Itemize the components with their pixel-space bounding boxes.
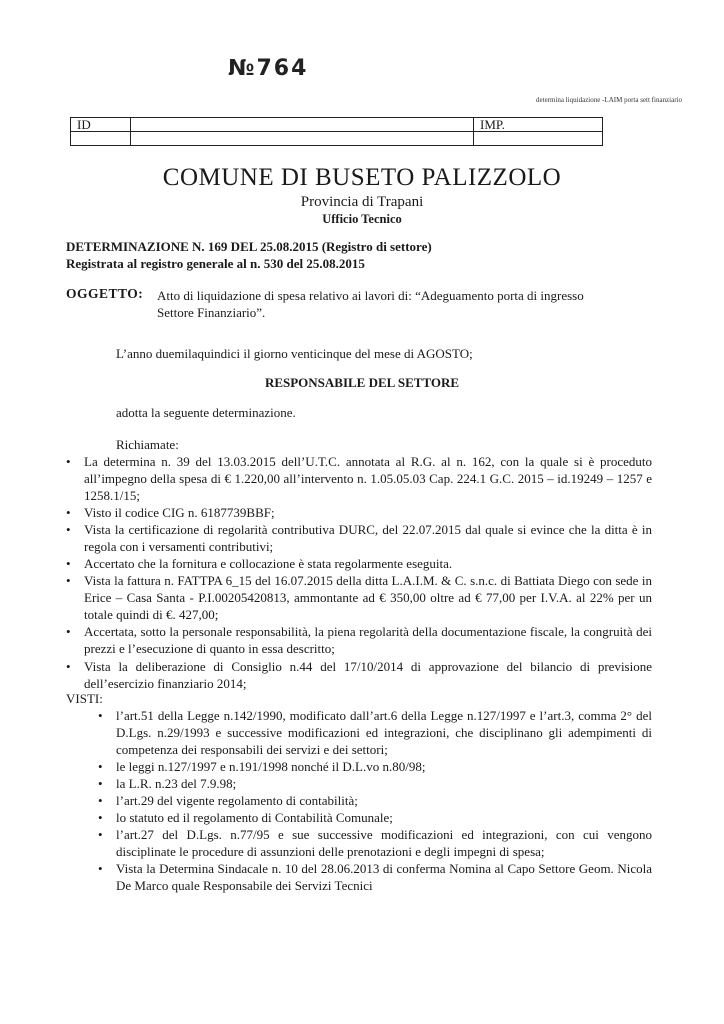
list-item: • Visto il codice CIG n. 6187739BBF;: [66, 505, 275, 520]
date-paragraph: L’anno duemilaquindici il giorno venticinque del mese di AGOSTO;: [116, 346, 473, 361]
province: Provincia di Trapani: [300, 194, 424, 210]
list-item: • Accertato che la fornitura e collocazione è stata regolarmente eseguita.: [66, 556, 453, 571]
list-item: • lo statuto ed il regolamento di Contabilità Comunale;: [98, 810, 393, 825]
recalled-label: Richiamate:: [116, 437, 179, 452]
list-item: • la L.R. n.23 del 7.9.98;: [98, 776, 237, 791]
header-note: determina liquidazione -LAIM porta sett finanziario: [536, 96, 682, 104]
list-item: • Vista la certificazione di regolarità contributiva DURC, del 22.07.2015 dal quale si evince che la ditta è in regola con i versamenti contributivi;: [66, 522, 652, 554]
id-value-cell: [131, 118, 474, 132]
list-item: • Vista la deliberazione di Consiglio n.44 del 17/10/2014 di approvazione del bilancio di previsione dell’esercizio finanziario 2014;: [66, 659, 652, 691]
list-item: • La determina n. 39 del 13.03.2015 dell’U.T.C. annotata al R.G. al n. 162, con la quale si è proceduto all’impegno della spesa di € 1.220,00 all’intervento n. 1.05.05.03 Cap. 224.1 G.C. 2015 – id.19249 – 1257 e 1258.1/15;: [66, 454, 652, 503]
document-title: COMUNE DI BUSETO PALIZZOLO: [162, 164, 562, 191]
bullet-icon: •: [66, 505, 71, 520]
bullet-icon: •: [66, 556, 71, 571]
bullet-icon: •: [98, 759, 103, 774]
subject-label: OGGETTO:: [66, 286, 144, 301]
determination-number: DETERMINAZIONE N. 169 DEL 25.08.2015 (Registro di settore): [66, 239, 432, 254]
subject-text: Atto di liquidazione di spesa relativo ai lavori di: “Adeguamento porta di ingresso Settore Finanziario”.: [157, 288, 584, 320]
adopts-line: adotta la seguente determinazione.: [116, 405, 296, 420]
registration-line: Registrata al registro generale al n. 530 del 25.08.2015: [66, 256, 365, 271]
id-empty-cell-1: [71, 132, 131, 146]
bullet-icon: •: [66, 659, 71, 674]
seen-list: [98, 707, 652, 894]
bullet-icon: •: [66, 624, 71, 639]
id-empty-cell-3: [474, 132, 603, 146]
council-list: [66, 658, 652, 692]
id-label-cell: ID: [71, 118, 131, 132]
bullet-icon: •: [66, 454, 71, 469]
bullet-icon: •: [98, 776, 103, 791]
list-item: • Accertata, sotto la personale responsabilità, la piena regolarità della documentazione fiscale, la congruità dei prezzi e l’esecuzione di quanto in essa descritto;: [66, 624, 652, 656]
office: Ufficio Tecnico: [322, 212, 402, 226]
recalled-list: [66, 453, 652, 657]
list-item: • l’art.27 del D.Lgs. n.77/95 e sue successive modificazioni ed integrazioni, con cui vengono disciplinate le procedure di assunzioni delle prenotazioni e degli impegni di spesa;: [98, 827, 652, 859]
imp-label-cell: IMP.: [474, 118, 603, 132]
list-item: • l’art.51 della Legge n.142/1990, modificato dall’art.6 della Legge n.127/1997 e l’art.3, comma 2° del D.Lgs. n.29/1993 e successive modificazioni ed integrazioni, che disciplinano gli adempimenti di competenza dei responsabili dei servizi e dei settori;: [98, 708, 652, 757]
bullet-icon: •: [98, 810, 103, 825]
list-item: • Vista la fattura n. FATTPA 6_15 del 16.07.2015 della ditta L.A.I.M. & C. s.n.c. di Battiata Diego con sede in Erice – Casa Santa - P.I.00205420813, ammontante ad € 350,00 oltre ad € 77,00 per I.V.A. al 22% per un totale quindi di €. 427,00;: [66, 573, 652, 622]
id-table: [70, 117, 603, 146]
bullet-icon: •: [66, 522, 71, 537]
seen-label: VISTI:: [66, 691, 103, 706]
bullet-icon: •: [98, 708, 103, 723]
list-item: • Vista la Determina Sindacale n. 10 del 28.06.2013 di conferma Nomina al Capo Settore Geom. Nicola De Marco quale Responsabile dei Servizi Tecnici: [98, 861, 652, 893]
bullet-icon: •: [66, 573, 71, 588]
bullet-icon: •: [98, 827, 103, 842]
list-item: • le leggi n.127/1997 e n.191/1998 nonché il D.L.vo n.80/98;: [98, 759, 426, 774]
id-empty-cell-2: [131, 132, 474, 146]
bullet-icon: •: [98, 793, 103, 808]
handwritten-protocol-number: №764: [228, 56, 309, 81]
bullet-icon: •: [98, 861, 103, 876]
responsible-heading: RESPONSABILE DEL SETTORE: [264, 375, 460, 390]
list-item: • l’art.29 del vigente regolamento di contabilità;: [98, 793, 358, 808]
